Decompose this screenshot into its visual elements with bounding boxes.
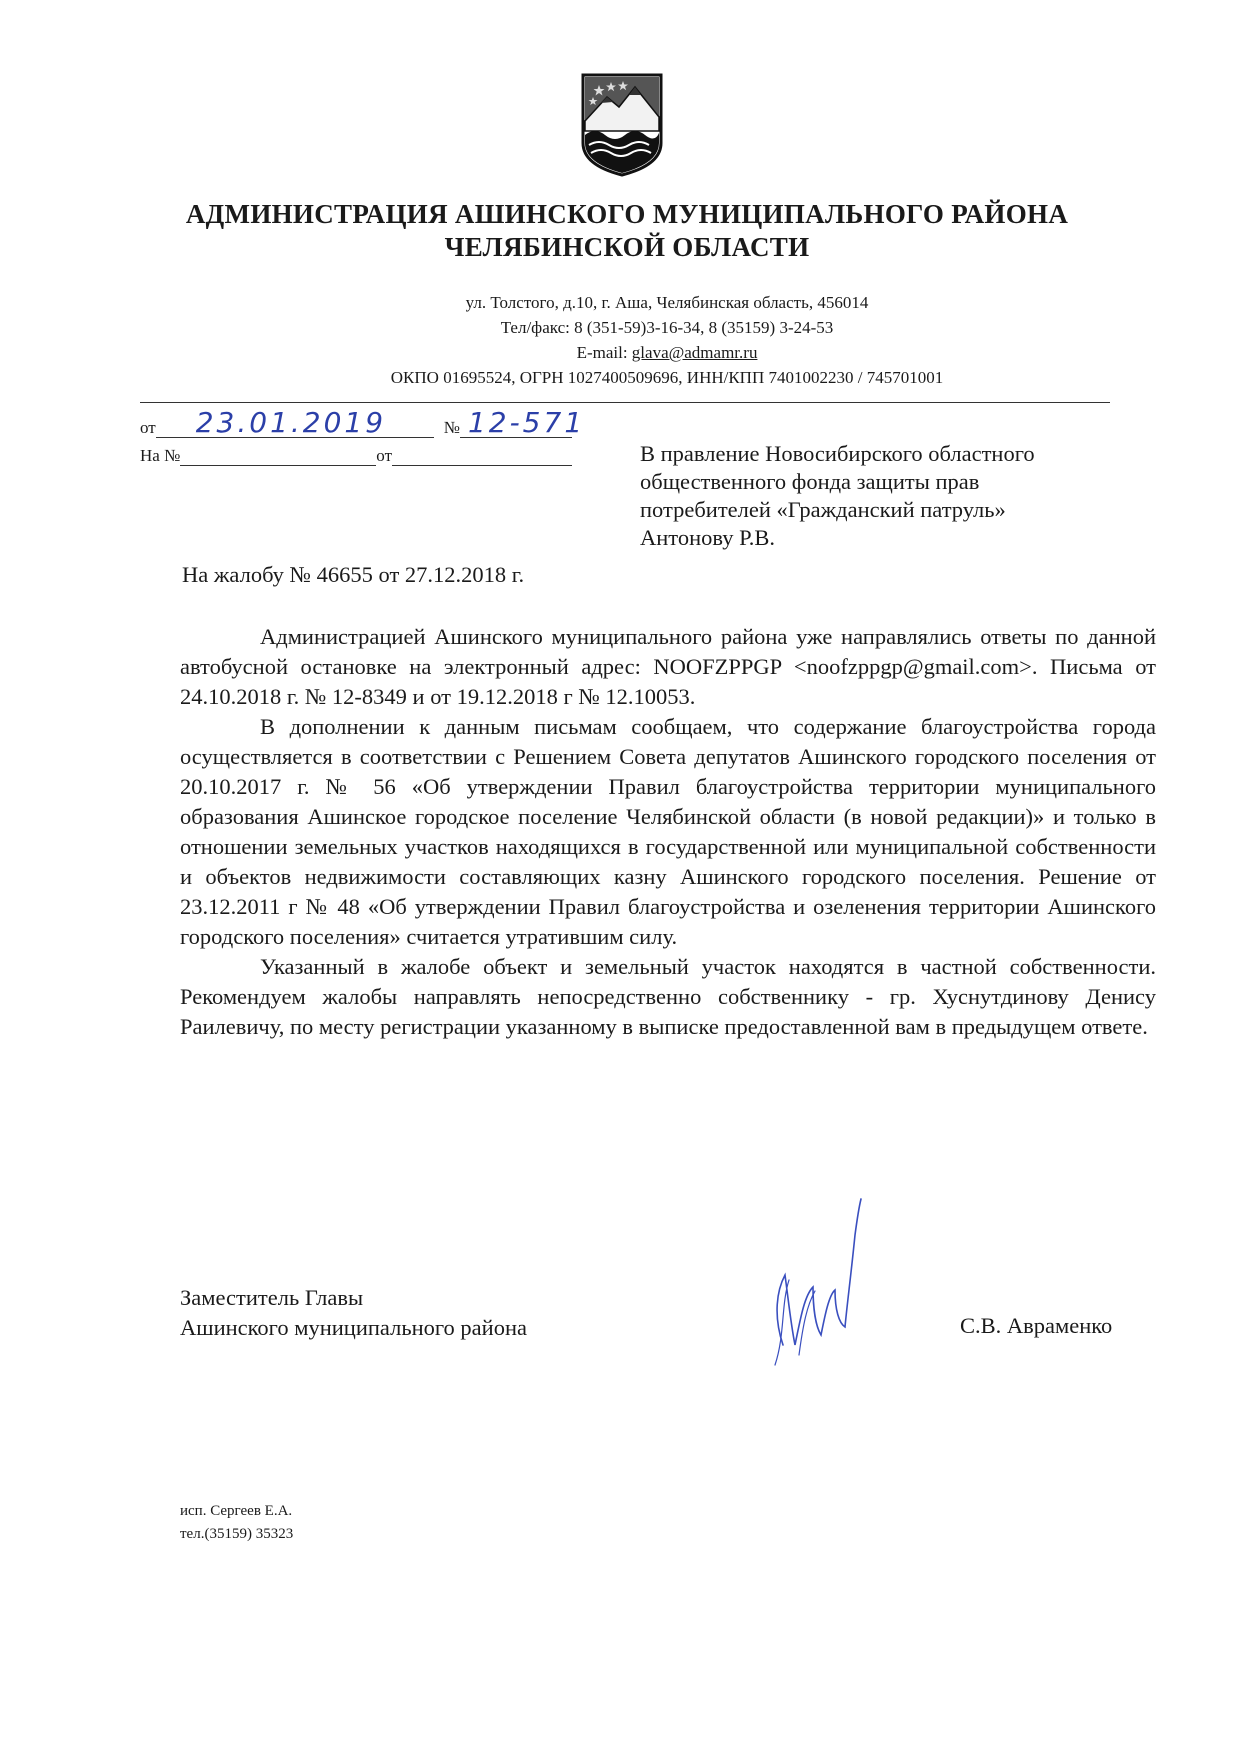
date-field	[156, 406, 434, 439]
number-field	[460, 406, 586, 439]
executor-info	[180, 1500, 293, 1546]
body-paragraph: В дополнении к данным письмам сообщаем, что содержание благоустройства города осуществляется в соответствии с Решением Совета депутатов Ашинского городского поселения от 20.10.2017 г. № 56 «Об утверждении Правил благоустройства территории муниципального образования Ашинское городское поселение Челябинской области (в новой редакции)» и только в отношении земельных участков находящихся в государственной или муниципальной собственности и объектов недвижимости составляющих казну Ашинского городского поселения. Решение от 23.12.2011 г № 48 «Об утверждении Правил благоустройства и озеленения территории Ашинского городского поселения» считается утратившим силу.	[180, 714, 1156, 949]
to-number-label: На №	[140, 446, 181, 465]
recipient-line: Антонову Р.В.	[640, 525, 776, 550]
body-paragraph: Администрацией Ашинского муниципального района уже направлялись ответы по данной автобусной остановке на электронный адрес: NOOFZPPGP <noofzppgp@gmail.com>. Письма от 24.10.2018 г. № 12-8349 и от 19.12.2018 г № 12.10053.	[180, 624, 1156, 709]
organization-address: ул. Толстого, д.10, г. Аша, Челябинская область, 456014	[465, 293, 869, 312]
organization-codes: ОКПО 01695524, ОГРН 1027400509696, ИНН/КПП 7401002230 / 745701001	[390, 368, 944, 387]
signatory-name: С.В. Авраменко	[960, 1313, 1113, 1338]
email-link[interactable]: glava@admamr.ru	[631, 343, 758, 362]
organization-phone: Тел/факс: 8 (351-59)3-16-34, 8 (35159) 3-24-53	[500, 318, 834, 337]
organization-email-line	[0, 341, 1254, 365]
handwritten-date: 23.01.2019	[195, 406, 387, 439]
handwritten-signature-icon	[755, 1195, 865, 1380]
executor-name: исп. Сергеев Е.А.	[180, 1503, 293, 1519]
header-divider	[140, 402, 1110, 403]
email-label: E-mail:	[576, 343, 632, 362]
to-from-label: от	[376, 446, 393, 465]
organization-title-line1: АДМИНИСТРАЦИЯ АШИНСКОГО МУНИЦИПАЛЬНОГО РАЙОНА	[185, 199, 1069, 229]
position-line: Заместитель Главы	[180, 1285, 364, 1310]
incoming-registration	[140, 446, 572, 466]
recipient-block	[640, 440, 1120, 552]
recipient-line: В правление Новосибирского областного	[640, 441, 1035, 466]
number-label: №	[443, 418, 460, 437]
handwritten-number: 12-571	[467, 406, 586, 439]
position-line: Ашинского муниципального района	[180, 1315, 527, 1340]
to-date-field	[392, 447, 572, 466]
complaint-reference: На жалобу № 46655 от 27.12.2018 г.	[182, 562, 525, 587]
signatory-position	[180, 1283, 527, 1343]
coat-of-arms-emblem	[579, 73, 665, 177]
recipient-line: общественного фонда защиты прав	[640, 469, 980, 494]
body-paragraph: Указанный в жалобе объект и земельный участок находятся в частной собственности. Рекомендуем жалобы направлять непосредственно собственнику - гр. Хуснутдинову Денису Раилевичу, по месту регистрации указанному в выписке предоставленной вам в предыдущем ответе.	[180, 954, 1156, 1039]
executor-phone: тел.(35159) 35323	[180, 1526, 294, 1542]
letter-body	[180, 622, 1156, 1042]
outgoing-registration	[140, 406, 586, 439]
recipient-line: потребителей «Гражданский патруль»	[640, 497, 1006, 522]
organization-title-line2: ЧЕЛЯБИНСКОЙ ОБЛАСТИ	[444, 232, 810, 262]
to-number-field	[180, 447, 376, 466]
from-label: от	[140, 418, 156, 437]
